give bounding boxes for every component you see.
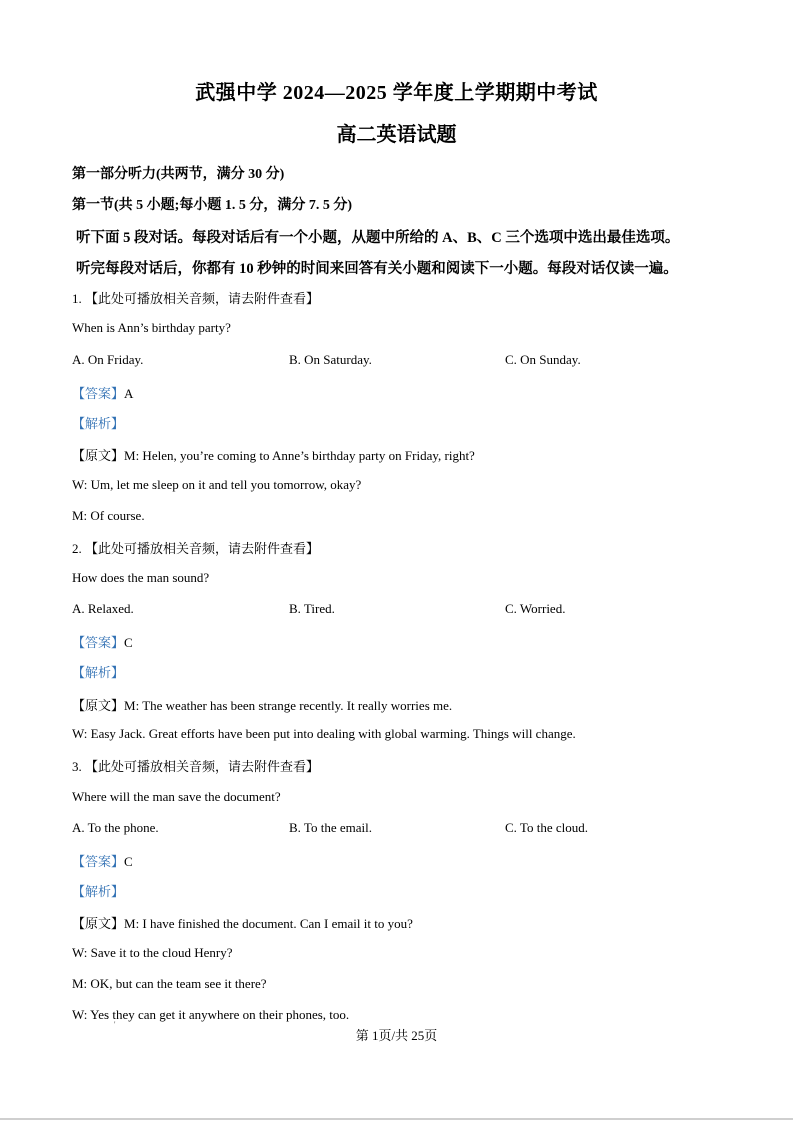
option-c-1: C. On Sunday.: [505, 352, 581, 367]
transcript-text-3-1: M: I have finished the document. Can I email it to you?: [124, 916, 413, 931]
analysis-label-2: 【解析】: [72, 665, 125, 680]
question-text-3: Where will the man save the document?: [72, 789, 281, 804]
page-bottom-divider: [0, 1118, 793, 1120]
option-a-1: A. On Friday.: [72, 352, 144, 367]
transcript-line-3-2: W: Save it to the cloud Henry?: [72, 945, 233, 960]
transcript-text-2-1: M: The weather has been strange recently. It really worries me.: [124, 698, 453, 713]
answer-value-3: C: [124, 854, 133, 869]
transcript-text-1-1: M: Helen, you’re coming to Anne’s birthday party on Friday, right?: [124, 448, 475, 463]
answer-value-1: A: [124, 386, 134, 401]
transcript-line-1-3: M: Of course.: [72, 508, 145, 523]
transcript-line-3-4: W: Yes they can get it anywhere on their phones, too.: [72, 1007, 350, 1022]
option-a-3: A. To the phone.: [72, 820, 159, 835]
option-b-2: B. Tired.: [289, 601, 335, 616]
transcript-line-2-2: W: Easy Jack. Great efforts have been put into dealing with global warming. Things will change.: [72, 726, 576, 741]
original-label: 【原文】: [72, 698, 125, 713]
answer-line-2: [72, 632, 133, 651]
answer-label: 【答案】: [72, 386, 125, 401]
question-audio-2: 2. 【此处可播放相关音频，请去附件查看】: [72, 541, 320, 556]
instruction-line-1: 听下面 5 段对话。每段对话后有一个小题，从题中所给的 A、B、C 三个选项中选出最佳选项。: [76, 230, 680, 246]
analysis-label-3: 【解析】: [72, 884, 125, 899]
question-audio-3: 3. 【此处可播放相关音频，请去附件查看】: [72, 759, 320, 774]
answer-label: 【答案】: [72, 854, 125, 869]
option-c-2: C. Worried.: [505, 601, 566, 616]
transcript-line-3-1: [72, 913, 413, 932]
question-text-2: How does the man sound?: [72, 570, 210, 585]
original-label: 【原文】: [72, 448, 125, 463]
answer-value-2: C: [124, 635, 133, 650]
answer-line-1: [72, 383, 133, 402]
option-c-3: C. To the cloud.: [505, 820, 588, 835]
transcript-line-2-1: [72, 695, 452, 714]
part-heading: 第一部分听力(共两节，满分 30 分): [72, 167, 285, 182]
answer-label: 【答案】: [72, 635, 125, 650]
transcript-line-3-3: M: OK, but can the team see it there?: [72, 976, 267, 991]
transcript-line-1-2: W: Um, let me sleep on it and tell you tomorrow, okay?: [72, 477, 362, 492]
question-text-1: When is Ann’s birthday party?: [72, 320, 231, 335]
exam-subtitle: 高二英语试题: [336, 124, 457, 146]
answer-line-3: [72, 851, 133, 870]
exam-title: 武强中学 2024—2025 学年度上学期期中考试: [195, 82, 598, 104]
option-b-3: B. To the email.: [289, 820, 372, 835]
original-label: 【原文】: [72, 916, 125, 931]
question-audio-1: 1. 【此处可播放相关音频，请去附件查看】: [72, 291, 320, 306]
instruction-line-2: 听完每段对话后，你都有 10 秒钟的时间来回答有关小题和阅读下一小题。每段对话仅读一遍。: [76, 261, 678, 277]
subsection-heading: 第一节(共 5 小题;每小题 1. 5 分，满分 7. 5 分): [72, 198, 352, 213]
analysis-label-1: 【解析】: [72, 416, 125, 431]
page-number: 第 1页/共 25页: [355, 1028, 438, 1043]
option-a-2: A. Relaxed.: [72, 601, 134, 616]
transcript-line-1-1: [72, 445, 475, 464]
option-b-1: B. On Saturday.: [289, 352, 372, 367]
scan-speck: ': [114, 1020, 116, 1029]
